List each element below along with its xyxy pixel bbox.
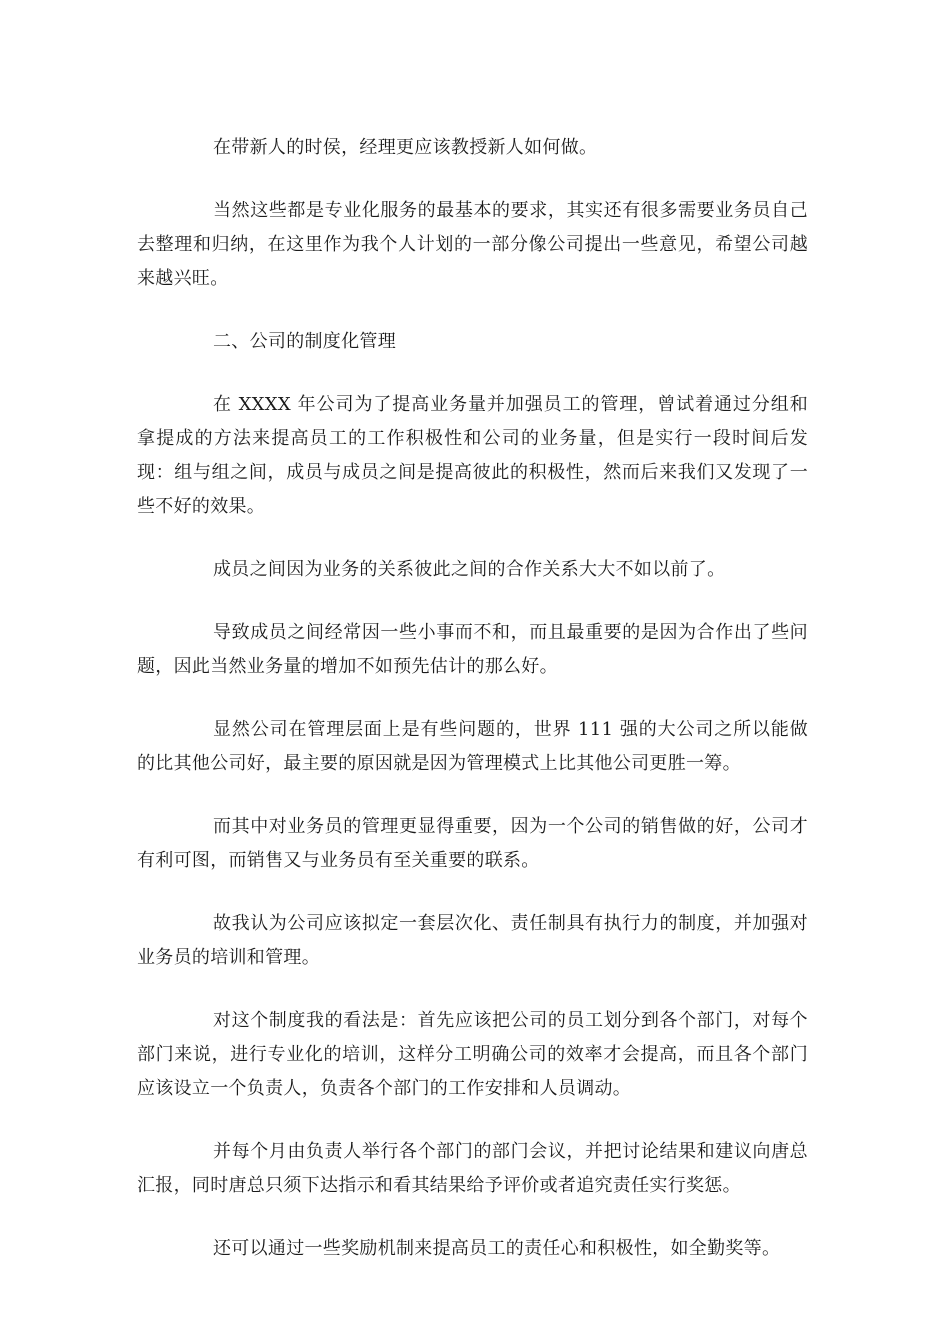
- document-body: [137, 131, 808, 1295]
- paragraph: 故我认为公司应该拟定一套层次化、责任制具有执行力的制度，并加强对业务员的培训和管理。: [137, 913, 808, 968]
- paragraph: 在带新人的时侯，经理更应该教授新人如何做。: [213, 137, 598, 158]
- paragraph: 还可以通过一些奖励机制来提高员工的责任心和积极性，如全勤奖等。: [213, 1238, 781, 1259]
- paragraph: 而其中对业务员的管理更显得重要，因为一个公司的销售做的好，公司才有利可图，而销售又与业务员有至关重要的联系。: [137, 816, 808, 871]
- paragraph: 对这个制度我的看法是：首先应该把公司的员工划分到各个部门，对每个部门来说，进行专业化的培训，这样分工明确公司的效率才会提高，而且各个部门应该设立一个负责人，负责各个部门的工作安排和人员调动。: [137, 1010, 808, 1099]
- paragraph: 导致成员之间经常因一些小事而不和，而且最重要的是因为合作出了些问题，因此当然业务量的增加不如预先估计的那么好。: [137, 622, 808, 677]
- paragraph: 当然这些都是专业化服务的最基本的要求，其实还有很多需要业务员自己去整理和归纳，在这里作为我个人计划的一部分像公司提出一些意见，希望公司越来越兴旺。: [137, 200, 808, 289]
- paragraph: 显然公司在管理层面上是有些问题的，世界 111 强的大公司之所以能做的比其他公司好，最主要的原因就是因为管理模式上比其他公司更胜一筹。: [137, 719, 808, 774]
- paragraph: 在 XXXX 年公司为了提高业务量并加强员工的管理，曾试着通过分组和拿提成的方法来提高员工的工作积极性和公司的业务量，但是实行一段时间后发现：组与组之间，成员与成员之间是提高彼此的积极性，然而后来我们又发现了一些不好的效果。: [137, 394, 808, 517]
- paragraph: 成员之间因为业务的关系彼此之间的合作关系大大不如以前了。: [213, 559, 726, 580]
- paragraph: 并每个月由负责人举行各个部门的部门会议，并把讨论结果和建议向唐总汇报，同时唐总只须下达指示和看其结果给予评价或者追究责任实行奖惩。: [137, 1141, 808, 1196]
- section-heading: 二、公司的制度化管理: [213, 331, 396, 352]
